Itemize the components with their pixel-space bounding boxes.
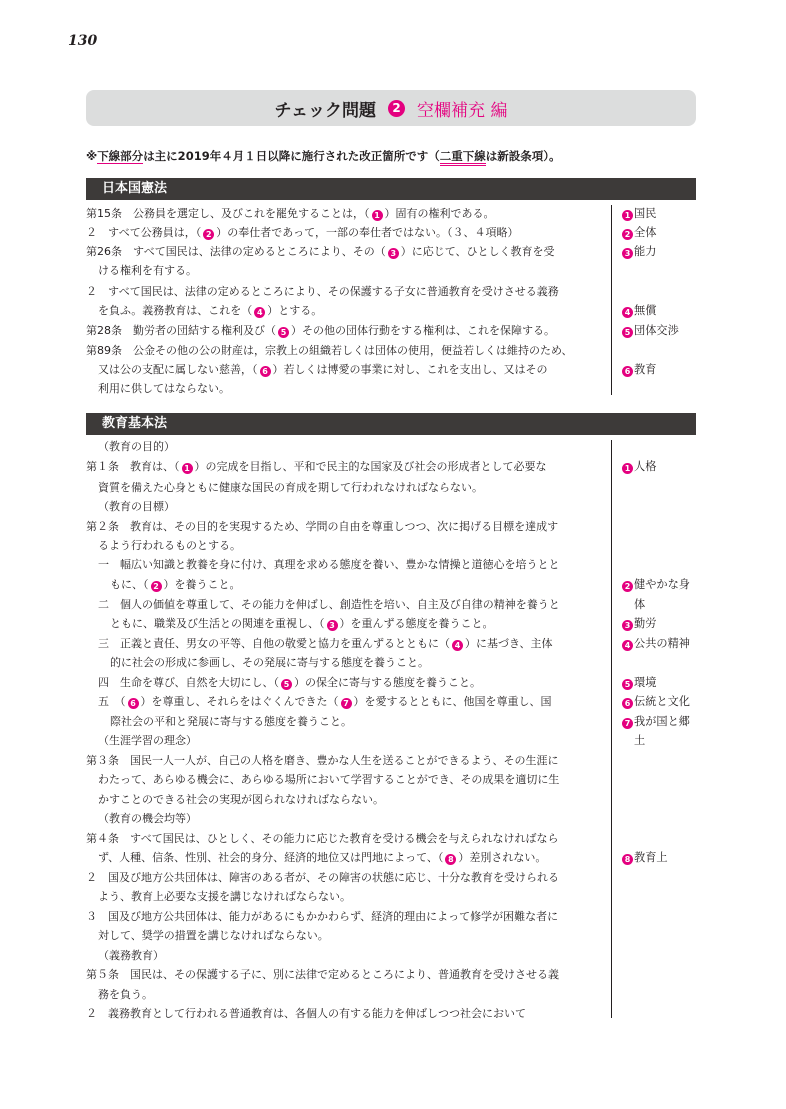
- answer-text: 国民: [634, 207, 657, 220]
- title-main: チェック問題: [274, 100, 377, 121]
- answer-number-badge: 3: [622, 620, 633, 631]
- answer-text: 能力: [634, 245, 657, 258]
- text-line: [98, 676, 481, 690]
- line-text: 第26条 すべて国民は、法律の定めるところにより、その（: [86, 245, 386, 258]
- text-line: [86, 460, 547, 474]
- line-text: 資質を備えた心身ともに健康な国民の育成を期して行われなければならない。: [98, 481, 483, 494]
- text-line: [86, 832, 559, 846]
- line-text: （教育の機会均等）: [98, 812, 197, 825]
- text-line: [86, 520, 558, 534]
- answer-item: [622, 226, 656, 240]
- text-line: [110, 617, 494, 631]
- line-text: 四 生命を尊び、自然を大切にし、（: [98, 676, 280, 689]
- blank-number-badge: 6: [260, 366, 271, 377]
- answer-text: 教育: [634, 363, 657, 376]
- line-text: ）の完成を目指し、平和で民主的な国家及び社会の形成者として必要な: [194, 460, 547, 473]
- answer-item: [622, 676, 656, 690]
- line-text: 第15条 公務員を選定し、及びこれを罷免することは，（: [86, 207, 370, 220]
- blank-number-badge: 4: [254, 307, 265, 318]
- double-underline-sample: 二重下線: [440, 149, 486, 166]
- answer-text: 教育上: [634, 851, 668, 864]
- line-text: ）の保全に寄与する態度を養うこと。: [294, 676, 482, 689]
- answer-item: [622, 245, 656, 259]
- underline-sample: 下線部分: [97, 149, 144, 163]
- answer-number-badge: 7: [622, 718, 633, 729]
- text-line: [86, 968, 559, 982]
- line-text: 一 幅広い知識と教養を身に付け、真理を求める態度を養い、豊かな情操と道徳心を培うとと: [98, 558, 560, 571]
- line-text: 第３条 国民一人一人が、自己の人格を磨き、豊かな人生を送ることができるよう、その生涯に: [86, 754, 559, 767]
- answer-item: [622, 617, 656, 631]
- text-line: [98, 929, 329, 943]
- line-text: わたって、あらゆる機会に、あらゆる場所において学習することができ、その成果を適切に生: [98, 773, 560, 786]
- line-text: ２ 義務教育として行われる普通教育は、各個人の有する能力を伸ばしつつ社会において: [86, 1007, 526, 1020]
- blank-number-badge: 7: [341, 698, 352, 709]
- text-line: [98, 481, 483, 495]
- line-text: かすことのできる社会の実現が図られなければならない。: [98, 793, 384, 806]
- blank-number-badge: 5: [281, 679, 292, 690]
- line-text: ける権利を有する。: [98, 264, 197, 277]
- blank-number-badge: 2: [203, 229, 214, 240]
- answer-item: [622, 695, 690, 709]
- answer-item: [634, 598, 645, 612]
- line-text: るよう行われるものとする。: [98, 539, 241, 552]
- text-line: [98, 988, 153, 1002]
- note-middle: は主に2019年４月１日以降に施行された改正箇所です（: [143, 149, 440, 163]
- text-line: [98, 382, 230, 396]
- answer-item: [622, 363, 656, 377]
- line-text: ず、人種、信条、性別、社会的身分、経済的地位又は門地によって、（: [98, 851, 444, 864]
- title-subtitle: 空欄補充 編: [417, 100, 508, 121]
- title-bar: [86, 90, 696, 126]
- line-text: 第２条 教育は、その目的を実現するため、学問の自由を尊重しつつ、次に掲げる目標を達成す: [86, 520, 559, 533]
- answer-number-badge: 4: [622, 307, 633, 318]
- text-line: [98, 890, 351, 904]
- line-text: （教育の目的）: [98, 440, 175, 453]
- line-text: ）の奉仕者であって，一部の奉仕者ではない。（３、４項略）: [216, 226, 519, 239]
- answer-number-badge: 1: [622, 463, 633, 474]
- text-line: [86, 207, 495, 221]
- line-text: 対して、奨学の措置を講じなければならない。: [98, 929, 329, 942]
- column-divider: [611, 205, 612, 395]
- line-text: （生涯学習の理念）: [98, 734, 197, 747]
- answer-text: 環境: [634, 676, 657, 689]
- answer-number-badge: 3: [622, 248, 633, 259]
- line-text: よう、教育上必要な支援を講じなければならない。: [98, 890, 351, 903]
- text-line: [98, 440, 175, 454]
- answer-number-badge: 6: [622, 366, 633, 377]
- answer-number-badge: 6: [622, 698, 633, 709]
- line-text: ）とする。: [267, 304, 323, 317]
- answer-text: 健やかな身: [634, 578, 690, 591]
- answer-text: 土: [634, 734, 646, 747]
- line-text: 務を負う。: [98, 988, 153, 1001]
- line-text: 利用に供してはならない。: [98, 382, 230, 395]
- page-number: 130: [68, 33, 98, 49]
- text-line: [98, 695, 552, 709]
- text-line: [86, 245, 555, 259]
- blank-number-badge: 1: [372, 210, 383, 221]
- blank-number-badge: 2: [151, 581, 162, 592]
- text-line: [86, 324, 555, 338]
- line-text: ）差別されない。: [458, 851, 547, 864]
- text-line: [98, 851, 546, 865]
- note-suffix: は新設条項）。: [485, 149, 561, 163]
- answer-item: [622, 324, 679, 338]
- answer-text: 団体交渉: [634, 324, 679, 337]
- blank-number-badge: 3: [327, 620, 338, 631]
- line-text: ）を愛するとともに、他国を尊重し、国: [353, 695, 552, 708]
- answer-text: 伝統と文化: [634, 695, 690, 708]
- line-text: 第１条 教育は、（: [86, 460, 180, 473]
- blank-number-badge: 1: [182, 463, 193, 474]
- line-text: ）を重んずる態度を養うこと。: [339, 617, 494, 630]
- answer-item: [622, 460, 656, 474]
- text-line: [110, 656, 429, 670]
- text-line: [98, 949, 164, 963]
- line-text: ２ 国及び地方公共団体は、障害のある者が、その障害の状態に応じ、十分な教育を受けられる: [86, 871, 559, 884]
- section-header-education-law: 教育基本法: [86, 413, 696, 435]
- answer-text: 我が国と郷: [634, 715, 690, 728]
- line-text: 又は公の支配に属しない慈善，（: [98, 363, 258, 376]
- line-text: ）若しくは博愛の事業に対し、これを支出し、又はその: [272, 363, 548, 376]
- text-line: [98, 773, 559, 787]
- answer-item: [622, 715, 690, 729]
- line-text: ）に応じて、ひとしく教育を受: [400, 245, 555, 258]
- line-text: ）に基づき、主体: [465, 637, 553, 650]
- line-text: 三 正義と責任、男女の平等、自他の敬愛と協力を重んずるとともに（: [98, 637, 450, 650]
- line-text: ３ 国及び地方公共団体は、能力があるにもかかわらず、経済的理由によって修学が困難な者に: [86, 910, 559, 923]
- text-line: [98, 598, 560, 612]
- answer-text: 無償: [634, 304, 657, 317]
- blank-number-badge: 5: [278, 327, 289, 338]
- line-text: ）その他の団体行動をする権利は、これを保障する。: [291, 324, 555, 337]
- answer-number-badge: 5: [622, 679, 633, 690]
- line-text: 二 個人の価値を尊重して、その能力を伸ばし、創造性を培い、自主及び自律の精神を養うと: [98, 598, 560, 611]
- answer-item: [622, 637, 690, 651]
- section-header-constitution: 日本国憲法: [86, 178, 696, 200]
- answer-text: 体: [634, 598, 646, 611]
- answer-text: 勤労: [634, 617, 657, 630]
- answer-item: [634, 734, 645, 748]
- answer-text: 公共の精神: [634, 637, 690, 650]
- text-line: [86, 871, 559, 885]
- answer-item: [622, 207, 656, 221]
- text-line: [86, 344, 573, 358]
- text-line: [110, 578, 241, 592]
- answer-item: [622, 304, 656, 318]
- text-line: [98, 558, 560, 572]
- answer-number-badge: 8: [622, 854, 633, 865]
- line-text: 第５条 国民は、その保護する子に、別に法律で定めるところにより、普通教育を受けさせる義: [86, 968, 559, 981]
- note-line: [86, 148, 560, 164]
- blank-number-badge: 8: [445, 854, 456, 865]
- text-line: [86, 754, 559, 768]
- note-prefix: ※: [86, 149, 98, 163]
- text-line: [98, 264, 197, 278]
- line-text: ２ すべて公務員は，（: [86, 226, 202, 239]
- text-line: [86, 910, 558, 924]
- text-line: [98, 500, 175, 514]
- line-text: ）固有の権利である。: [384, 207, 495, 220]
- line-text: ）を尊重し、それらをはぐくんできた（: [140, 695, 339, 708]
- answer-item: [622, 851, 668, 865]
- answer-text: 人格: [634, 460, 657, 473]
- text-line: [98, 637, 553, 651]
- text-line: [86, 1007, 526, 1021]
- text-line: [98, 812, 197, 826]
- title-number-badge: 2: [388, 100, 405, 117]
- text-line: [98, 539, 241, 553]
- answer-number-badge: 4: [622, 640, 633, 651]
- text-line: [86, 285, 559, 299]
- answer-item: [622, 578, 690, 592]
- line-text: 的に社会の形成に参画し、その発展に寄与する態度を養うこと。: [110, 656, 429, 669]
- text-line: [98, 793, 384, 807]
- answer-text: 全体: [634, 226, 657, 239]
- blank-number-badge: 4: [452, 640, 463, 651]
- line-text: 五 （: [98, 695, 126, 708]
- text-line: [98, 363, 548, 377]
- blank-number-badge: 6: [128, 698, 139, 709]
- line-text: 第89条 公金その他の公の財産は，宗教上の組織若しくは団体の使用，便益若しくは維持のため、: [86, 344, 573, 357]
- line-text: （教育の目標）: [98, 500, 175, 513]
- text-line: [86, 226, 518, 240]
- text-line: [98, 734, 197, 748]
- line-text: 第28条 勤労者の団結する権利及び（: [86, 324, 276, 337]
- line-text: もに、（: [110, 578, 149, 591]
- line-text: ともに、職業及び生活との関連を重視し、（: [110, 617, 325, 630]
- text-line: [98, 304, 322, 318]
- line-text: 第４条 すべて国民は、ひとしく、その能力に応じた教育を受ける機会を与えられなければなら: [86, 832, 559, 845]
- answer-number-badge: 5: [622, 327, 633, 338]
- line-text: ２ すべて国民は、法律の定めるところにより、その保護する子女に普通教育を受けさせる義務: [86, 285, 559, 298]
- answer-number-badge: 1: [622, 210, 633, 221]
- line-text: を負ふ。義務教育は、これを（: [98, 304, 253, 317]
- text-line: [110, 715, 352, 729]
- blank-number-badge: 3: [388, 248, 399, 259]
- line-text: ）を養うこと。: [163, 578, 241, 591]
- line-text: 際社会の平和と発展に寄与する態度を養うこと。: [110, 715, 352, 728]
- answer-number-badge: 2: [622, 229, 633, 240]
- line-text: （義務教育）: [98, 949, 164, 962]
- column-divider: [611, 440, 612, 1018]
- answer-number-badge: 2: [622, 581, 633, 592]
